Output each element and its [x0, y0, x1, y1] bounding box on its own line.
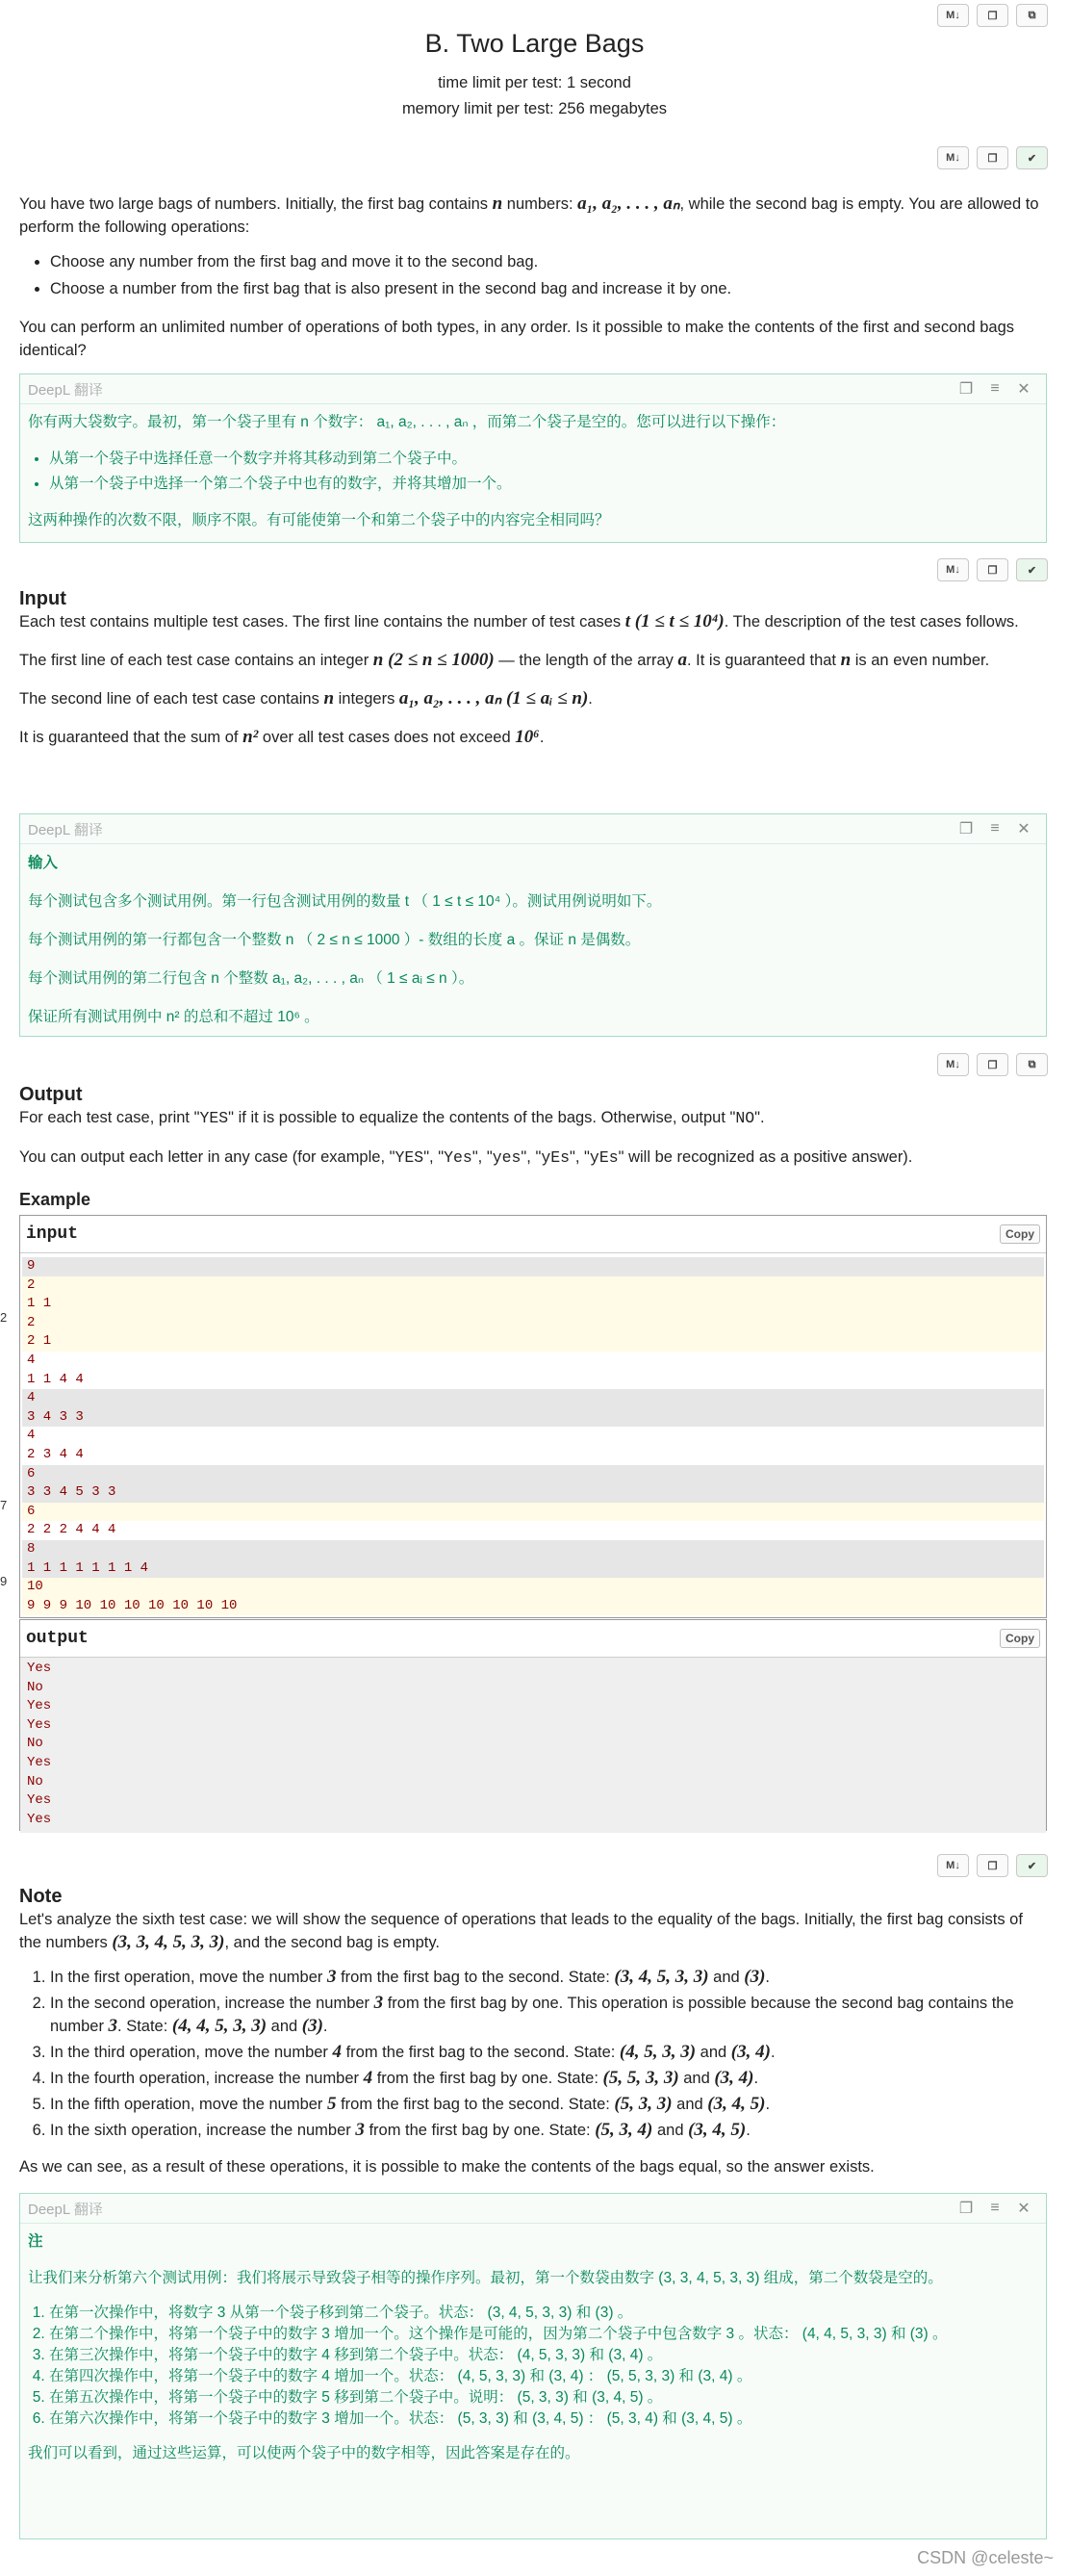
copy-output-button[interactable]: Copy: [1000, 1629, 1040, 1648]
list-item: 6. In the sixth operation, increase the number 3 from the first bag by one. State: (5, 3, 4) and (3, 4, 5).: [50, 2119, 1049, 2142]
input-line: 4: [27, 1428, 36, 1444]
deepl-translation-2: [19, 813, 1047, 1037]
markdown-button[interactable]: M↓: [937, 146, 969, 169]
deepl-translation-3: [19, 2193, 1047, 2539]
output-line: Yes: [22, 1716, 1044, 1736]
output-line: Yes: [22, 1811, 1044, 1830]
deepl-steps: [28, 2303, 1038, 2430]
input-line: 6: [22, 1503, 1044, 1522]
deepl-label: DeepL 翻译: [28, 821, 103, 838]
close-icon[interactable]: ✕: [1017, 2201, 1031, 2217]
input-line: 2: [22, 1276, 1044, 1296]
list-item: 1. 在第一次操作中，将数字 3 从第一个袋子移到第二个袋子。状态： (3, 4, 5, 3, 3) 和 (3) 。: [49, 2303, 1038, 2324]
list-item: 2. 在第二个操作中，将第一个袋子中的数字 3 增加一个。这个操作是可能的，因为第二个袋子中包含数字 3 。状态： (4, 4, 5, 3, 3) 和 (3) 。: [49, 2324, 1038, 2345]
input-p4: It is guaranteed that the sum of n² over all test cases does not exceed 10⁶.: [19, 727, 545, 747]
deepl-heading: 输入: [28, 855, 59, 871]
example-input-box: [19, 1215, 1047, 1618]
output-line: Yes: [22, 1660, 1044, 1679]
deepl-heading: 注: [28, 2233, 43, 2250]
input-line: 6: [22, 1465, 1044, 1484]
copy-icon[interactable]: ❐: [958, 821, 974, 837]
translate-active-icon[interactable]: ✔: [1016, 558, 1048, 581]
markdown-button[interactable]: M↓: [937, 4, 969, 27]
example-output-box: [19, 1619, 1047, 1831]
list-item: 6. 在第六次操作中，将第一个袋子中的数字 3 增加一个。状态： (5, 3, 3) 和 (3, 4, 5) ： (5, 3, 4) 和 (3, 4, 5) 。: [49, 2409, 1038, 2430]
list-item: 1. In the first operation, move the number 3 from the first bag to the second. State: (3, 4, 5, 3, 3) and (3).: [50, 1966, 1049, 1989]
copy-input-button[interactable]: Copy: [1000, 1224, 1040, 1244]
input-line: 4: [27, 1352, 36, 1368]
deepl-text: 你有两大袋数字。最初，第一个袋子里有 n 个数字： a₁, a₂, . . . , aₙ ，而第二个袋子是空的。您可以进行以下操作：: [28, 414, 786, 430]
output-line: Yes: [22, 1791, 1044, 1811]
statement-p1: You have two large bags of numbers. Initially, the first bag contains n numbers: a₁, a₂, . . . , aₙ, while the second bag is empty. You are allowed to perform the following operations:: [19, 193, 1039, 236]
output-p2: You can output each letter in any case (for example, "YES", "Yes", "yes", "yEs", "yEs" will be recognized as a positive answer).: [19, 1148, 913, 1167]
translate-active-icon[interactable]: ✔: [1016, 146, 1048, 169]
deepl-text: 每个测试用例的第一行都包含一个整数 n （ 2 ≤ n ≤ 1000 ）- 数组的长度 a 。保证 n 是偶数。: [28, 932, 641, 948]
list-item: • 从第一个袋子中选择一个第二个袋子中也有的数字，并将其增加一个。: [49, 472, 1038, 497]
output-box-header: [20, 1620, 1046, 1658]
side-number: 9: [0, 1574, 8, 1588]
toolbar-output: [937, 1053, 1048, 1076]
deepl-list: [28, 447, 1038, 497]
list-item: • 从第一个袋子中选择任意一个数字并将其移动到第二个袋子中。: [49, 447, 1038, 472]
deepl-text: 让我们来分析第六个测试用例：我们将展示导致袋子相等的操作序列。最初，第一个数袋由数字 (3, 3, 4, 5, 3, 3) 组成，第二个数袋是空的。: [28, 2270, 943, 2286]
input-label: input: [26, 1224, 79, 1244]
deepl-header: [20, 2194, 1046, 2224]
input-line: 2 2 2 4 4 4: [27, 1522, 116, 1538]
statement: [19, 193, 1049, 362]
translate-icon[interactable]: ⧉: [1016, 1053, 1048, 1076]
deepl-text: 我们可以看到，通过这些运算，可以使两个袋子中的数字相等，因此答案是存在的。: [28, 2445, 580, 2461]
input-line: 9: [22, 1257, 1044, 1276]
list-item: 3. 在第三次操作中，将第一个袋子中的数字 4 移到第二个袋子中。状态： (4, 5, 3, 3) 和 (3, 4) 。: [49, 2345, 1038, 2366]
close-icon[interactable]: ✕: [1017, 821, 1031, 837]
input-line: 2: [22, 1314, 1044, 1333]
section-title-output: Output: [19, 1084, 83, 1105]
copy-icon[interactable]: ❐: [958, 2201, 974, 2217]
toolbar-input: [937, 558, 1048, 581]
output-p1: For each test case, print "YES" if it is possible to equalize the contents of the bags. Otherwise, output "NO".: [19, 1109, 765, 1127]
side-number: 2: [0, 1310, 8, 1325]
output-line: No: [22, 1735, 1044, 1754]
copy-icon[interactable]: ❐: [958, 381, 974, 398]
input-p1: Each test contains multiple test cases. The first line contains the number of test cases t (1 ≤ t ≤ 10⁴). The description of the test cases follows.: [19, 611, 1019, 631]
translate-icon[interactable]: ⧉: [1016, 4, 1048, 27]
input-line: 4: [22, 1389, 1044, 1408]
watermark: CSDN @celeste~: [917, 2548, 1054, 2567]
copy-icon[interactable]: ❐: [977, 558, 1008, 581]
deepl-label: DeepL 翻译: [28, 2201, 103, 2218]
translate-active-icon[interactable]: ✔: [1016, 1854, 1048, 1877]
list-item: 5. In the fifth operation, move the number 5 from the first bag to the second. State: (5, 3, 3) and (3, 4, 5).: [50, 2093, 1049, 2116]
markdown-button[interactable]: M↓: [937, 1053, 969, 1076]
menu-icon[interactable]: ≡: [990, 820, 1000, 837]
input-line: 9 9 9 10 10 10 10 10 10 10: [22, 1597, 1044, 1616]
deepl-text: 每个测试包含多个测试用例。第一行包含测试用例的数量 t （ 1 ≤ t ≤ 10⁴ ）。测试用例说明如下。: [28, 893, 662, 910]
output-section: [19, 1083, 1049, 1170]
list-item: 2. In the second operation, increase the number 3 from the first bag by one. This operation is possible because the second bag contains the number 3. State: (4, 4, 5, 3, 3) and (3).: [50, 1992, 1049, 2038]
input-line: 10: [22, 1578, 1044, 1597]
copy-icon[interactable]: ❐: [977, 146, 1008, 169]
deepl-text: 每个测试用例的第二行包含 n 个整数 a₁, a₂, . . . , aₙ （ 1 ≤ aᵢ ≤ n ）。: [28, 970, 474, 987]
list-item: 4. In the fourth operation, increase the number 4 from the first bag by one. State: (5, 5, 3, 3) and (3, 4).: [50, 2067, 1049, 2090]
close-icon[interactable]: ✕: [1017, 381, 1031, 398]
input-lines: [20, 1253, 1046, 1617]
toolbar-statement: [937, 146, 1048, 169]
copy-icon[interactable]: ❐: [977, 1053, 1008, 1076]
output-line: Yes: [22, 1754, 1044, 1773]
menu-icon[interactable]: ≡: [990, 2200, 1000, 2216]
input-p3: The second line of each test case contains n integers a₁, a₂, . . . , aₙ (1 ≤ aᵢ ≤ n).: [19, 688, 593, 708]
note-section: [19, 1885, 1049, 2178]
input-line: 2 3 4 4: [27, 1446, 84, 1462]
problem-title: B. Two Large Bags: [424, 29, 645, 58]
list-item: • Choose any number from the first bag and move it to the second bag.: [50, 250, 1049, 273]
copy-icon[interactable]: ❐: [977, 1854, 1008, 1877]
input-line: 3 3 4 5 3 3: [22, 1483, 1044, 1503]
input-line: 3 4 3 3: [22, 1408, 1044, 1428]
side-number: 7: [0, 1498, 8, 1512]
input-line: 1 1 1 1 1 1 1 4: [22, 1559, 1044, 1579]
list-item: 3. In the third operation, move the number 4 from the first bag to the second. State: (4, 5, 3, 3) and (3, 4).: [50, 2041, 1049, 2064]
output-line: No: [22, 1773, 1044, 1792]
toolbar-top: [937, 4, 1048, 27]
output-line: No: [22, 1679, 1044, 1698]
deepl-text: 保证所有测试用例中 n² 的总和不超过 10⁶ 。: [28, 1009, 319, 1025]
output-lines: [20, 1658, 1046, 1833]
list-item: 5. 在第五次操作中，将第一个袋子中的数字 5 移到第二个袋子中。说明： (5, 3, 3) 和 (3, 4, 5) 。: [49, 2387, 1038, 2409]
copy-icon[interactable]: ❐: [977, 4, 1008, 27]
note-steps: [19, 1966, 1049, 2142]
toolbar-note: [937, 1854, 1048, 1877]
input-p2: The first line of each test case contains an integer n (2 ≤ n ≤ 1000) — the length of the array a. It is guaranteed that n is an even number.: [19, 650, 990, 670]
markdown-button[interactable]: M↓: [937, 558, 969, 581]
input-line: 1 1: [22, 1295, 1044, 1314]
input-box-header: [20, 1216, 1046, 1253]
section-title-note: Note: [19, 1886, 63, 1907]
menu-icon[interactable]: ≡: [990, 380, 1000, 397]
note-conclusion: As we can see, as a result of these operations, it is possible to make the contents of the bags equal, so the answer exists.: [19, 2158, 875, 2176]
deepl-translation-1: [19, 374, 1047, 543]
deepl-label: DeepL 翻译: [28, 381, 103, 399]
input-section: [19, 587, 1049, 749]
section-title-input: Input: [19, 588, 66, 609]
deepl-text: 这两种操作的次数不限，顺序不限。有可能使第一个和第二个袋子中的内容完全相同吗？: [28, 512, 610, 528]
output-label: output: [26, 1629, 89, 1648]
list-item: • Choose a number from the first bag that is also present in the second bag and increase it by one.: [50, 277, 1049, 300]
memory-limit: memory limit per test: 256 megabytes: [401, 100, 668, 117]
statement-p2: You can perform an unlimited number of operations of both types, in any order. Is it possible to make the contents of the first and second bags identical?: [19, 319, 1014, 359]
note-intro: Let's analyze the sixth test case: we will show the sequence of operations that leads to the equality of the bags. Initially, the first bag consists of the numbers (3, 3, 4, 5, 3, 3), and the second bag is empty.: [19, 1911, 1023, 1952]
deepl-header: [20, 374, 1046, 404]
input-line: 2 1: [22, 1332, 1044, 1352]
output-line: Yes: [22, 1697, 1044, 1716]
deepl-header: [20, 814, 1046, 844]
markdown-button[interactable]: M↓: [937, 1854, 969, 1877]
time-limit: time limit per test: 1 second: [438, 74, 631, 91]
input-line: 1 1 4 4: [27, 1371, 84, 1387]
list-item: 4. 在第四次操作中，将第一个袋子中的数字 4 增加一个。状态： (4, 5, 3, 3) 和 (3, 4) ： (5, 5, 3, 3) 和 (3, 4) 。: [49, 2366, 1038, 2387]
example-title: Example: [19, 1190, 91, 1209]
input-line: 8: [22, 1540, 1044, 1559]
operations-list: [19, 250, 1049, 300]
